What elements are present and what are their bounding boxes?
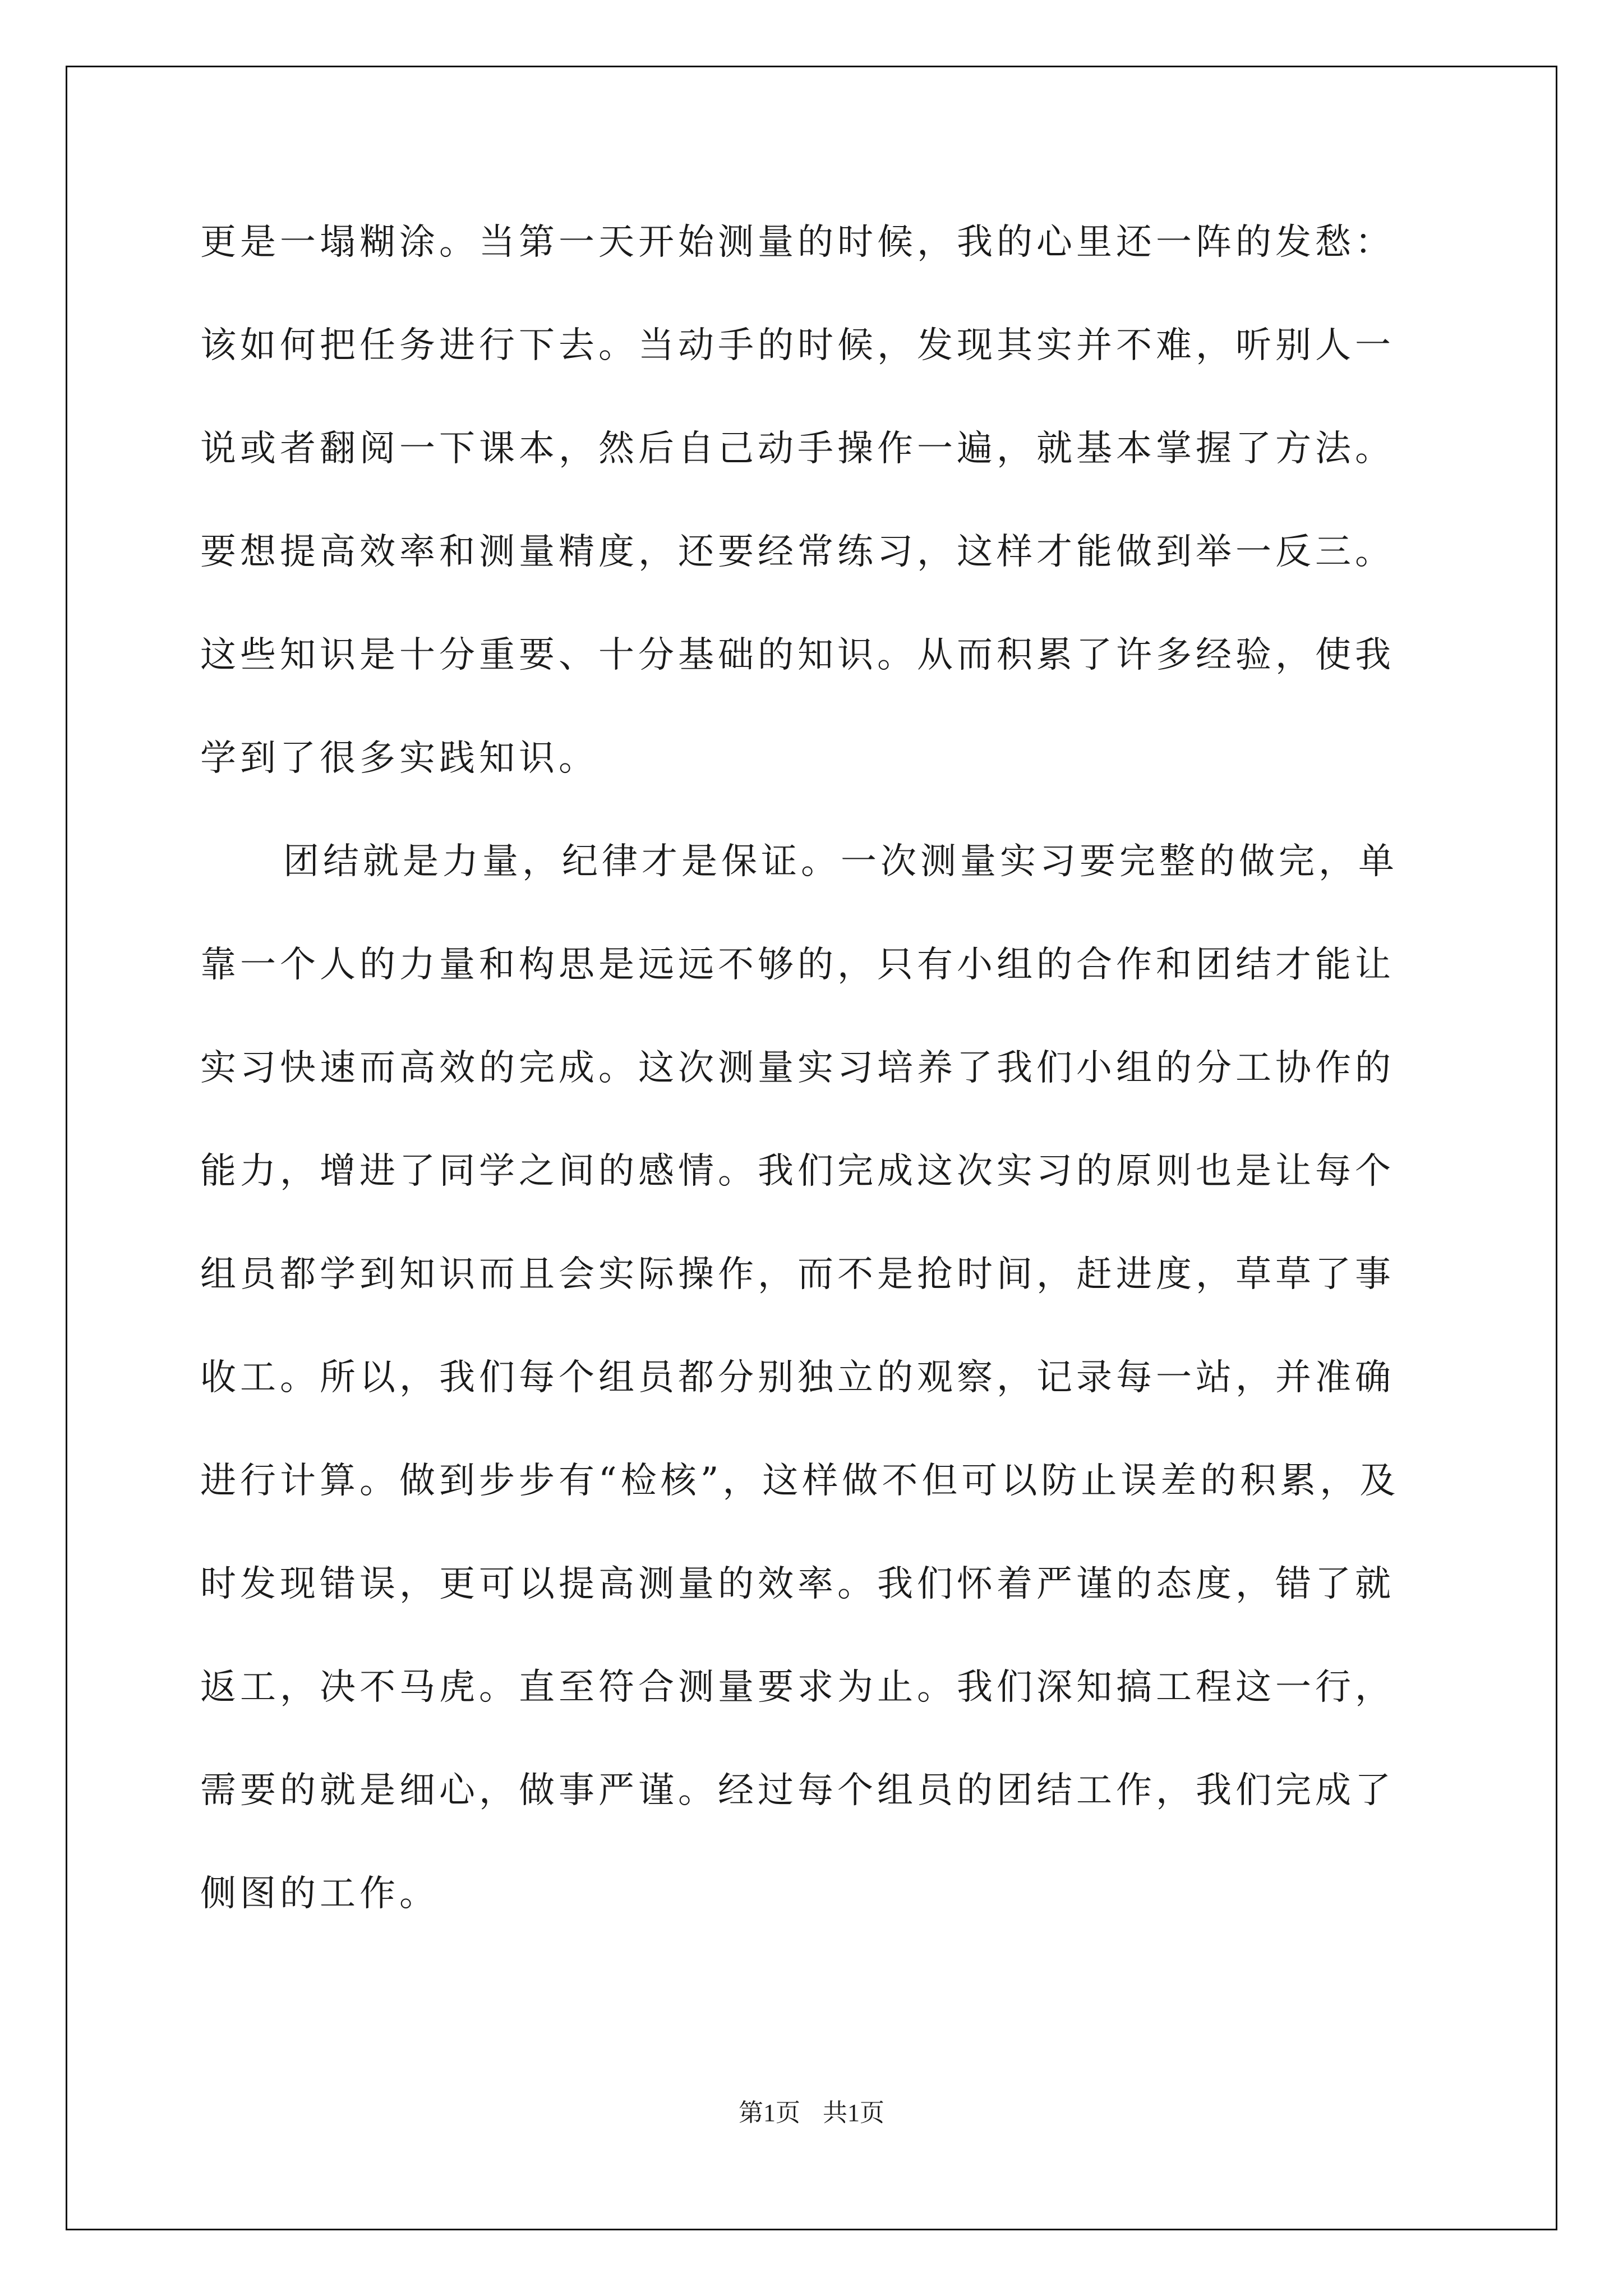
text-line: 收工。所以，我们每个组员都分别独立的观察，记录每一站，并准确 xyxy=(200,1357,1395,1398)
text-line: 实习快速而高效的完成。这次测量实习培养了我们小组的分工协作的 xyxy=(200,1047,1395,1089)
text-line: 进行计算。做到步步有“检核”，这样做不但可以防止误差的积累，及 xyxy=(200,1460,1400,1502)
text-line: 要想提高效率和测量精度，还要经常练习，这样才能做到举一反三。 xyxy=(200,531,1395,573)
text-line: 组员都学到知识而且会实际操作，而不是抢时间，赶进度，草草了事 xyxy=(200,1254,1395,1295)
document-body xyxy=(200,191,1434,1945)
text-line: 靠一个人的力量和构思是远远不够的，只有小组的合作和团结才能让 xyxy=(200,944,1395,986)
text-line: 返工，决不马虎。直至符合测量要求为止。我们深知搞工程这一行， xyxy=(200,1667,1395,1708)
page-footer xyxy=(0,2092,1623,2128)
page-total: 共1页 xyxy=(823,2099,884,2127)
text-line: 更是一塌糊涂。当第一天开始测量的时候，我的心里还一阵的发愁： xyxy=(200,222,1395,263)
text-line: 侧图的工作。 xyxy=(200,1873,439,1915)
text-line: 该如何把任务进行下去。当动手的时候，发现其实并不难，听别人一 xyxy=(200,325,1395,366)
text-line: 时发现错误，更可以提高测量的效率。我们怀着严谨的态度，错了就 xyxy=(200,1563,1395,1605)
page-number: 第1页 xyxy=(739,2099,800,2127)
text-line: 这些知识是十分重要、十分基础的知识。从而积累了许多经验，使我 xyxy=(200,634,1395,676)
text-line: 说或者翻阅一下课本，然后自己动手操作一遍，就基本掌握了方法。 xyxy=(200,428,1395,470)
text-line: 能力，增进了同学之间的感情。我们完成这次实习的原则也是让每个 xyxy=(200,1151,1395,1192)
text-line: 学到了很多实践知识。 xyxy=(200,738,598,779)
text-line: 团结就是力量，纪律才是保证。一次测量实习要完整的做完，单 xyxy=(283,841,1398,882)
text-line: 需要的就是细心，做事严谨。经过每个组员的团结工作，我们完成了 xyxy=(200,1770,1395,1811)
